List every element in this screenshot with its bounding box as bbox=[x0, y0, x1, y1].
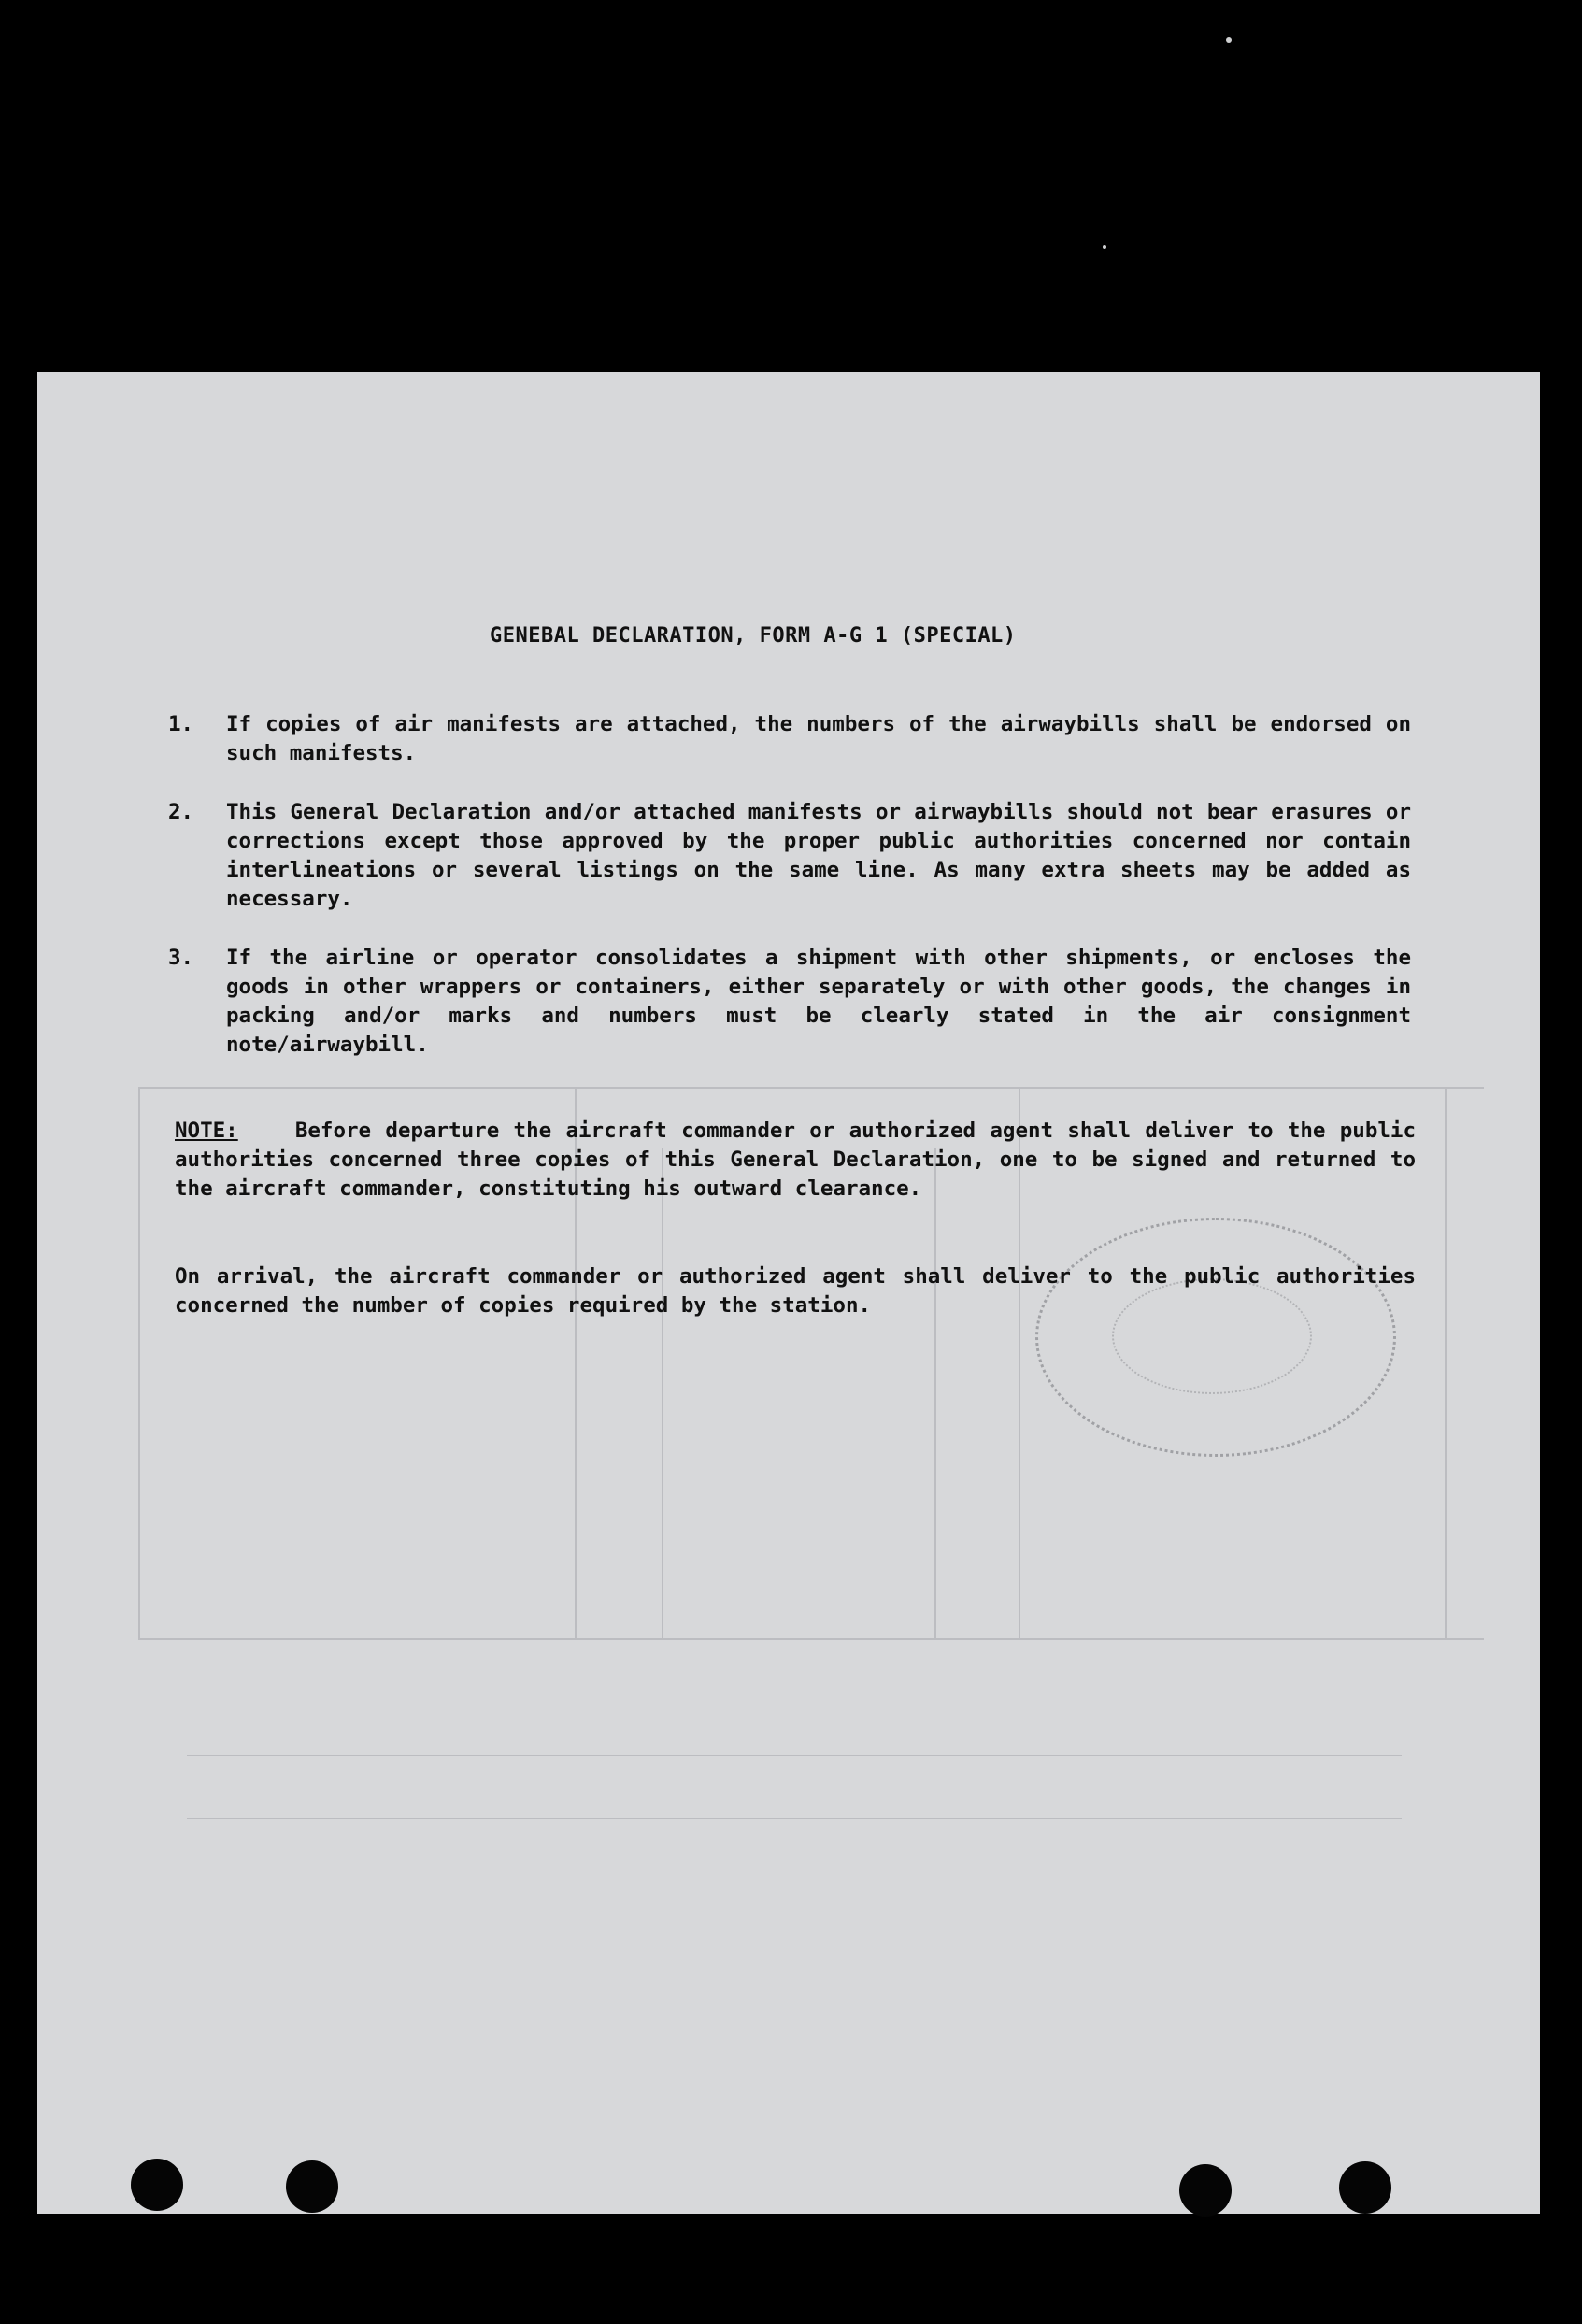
punch-hole bbox=[286, 2160, 338, 2213]
item-number: 1. bbox=[168, 712, 194, 736]
item-text: If the airline or operator consolidates a shipment with other shipments, or encloses the goods in other wrappers or containers, either separately or with other goods, the changes in packing and/or marks and numbers must be clearly stated in the air consignment note/airwaybill. bbox=[226, 946, 1411, 1057]
scan-speck bbox=[1103, 245, 1106, 249]
item-text: If copies of air manifests are attached, the numbers of the airwaybills shall be endorsed on such manifests. bbox=[226, 712, 1411, 765]
instruction-item-3 bbox=[168, 944, 1411, 1060]
declaration-instructions bbox=[37, 372, 1540, 2214]
document-page bbox=[37, 372, 1540, 2214]
instruction-item-2 bbox=[168, 798, 1411, 914]
punch-hole bbox=[1179, 2164, 1232, 2217]
departure-note bbox=[175, 1117, 1416, 1204]
item-number: 2. bbox=[168, 800, 194, 824]
item-number: 3. bbox=[168, 946, 194, 970]
arrival-note: On arrival, the aircraft commander or authorized agent shall deliver to the public authorities concerned the number of copies required by the station. bbox=[175, 1264, 1416, 1318]
punch-hole bbox=[1339, 2161, 1391, 2214]
scan-speck bbox=[1226, 37, 1232, 43]
page-title: GENEBAL DECLARATION, FORM A-G 1 (SPECIAL) bbox=[490, 624, 1017, 648]
instruction-item-1 bbox=[168, 710, 1411, 768]
note-label: NOTE: bbox=[175, 1119, 238, 1143]
note-text: Before departure the aircraft commander or authorized agent shall deliver to the public authorities concerned three copies of this General Declaration, one to be signed and returned to the aircraft commander, constituting his outward clearance. bbox=[175, 1119, 1416, 1201]
punch-hole bbox=[131, 2159, 183, 2211]
item-text: This General Declaration and/or attached manifests or airwaybills should not bear erasures or corrections except those approved by the proper public authorities concerned nor contain interlineations or several listings on the same line. As many extra sheets may be added as necessary. bbox=[226, 800, 1411, 911]
